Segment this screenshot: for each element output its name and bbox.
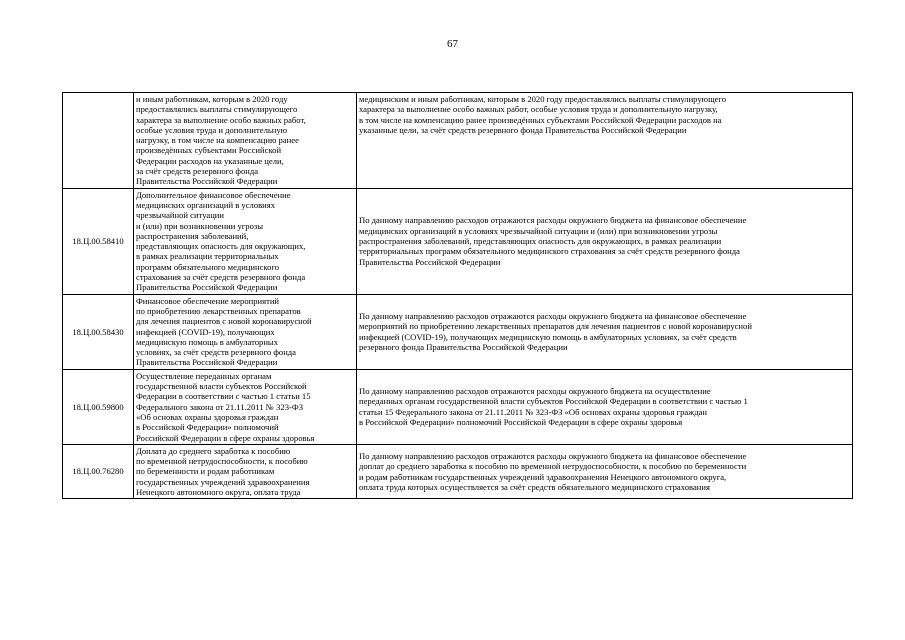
expense-name-line: Правительства Российской Федерации (136, 282, 278, 293)
expense-name-line: инфекцией (COVID-19), получающих (136, 326, 275, 337)
expense-description-line: По данному направлению расходов отражаются расходы окружного бюджета на осуществление (359, 386, 711, 397)
expense-description-line: в Российской Федерации» полномочий Российской Федерации в сфере охраны здоровья (359, 417, 683, 428)
expense-description-line: статьи 15 Федерального закона от 21.11.2011 № 323-ФЗ «Об основах охраны здоровья граждан (359, 406, 707, 417)
expense-description-cell (357, 93, 853, 189)
expense-name-line: программ обязательного медицинского (136, 261, 280, 272)
expense-name-line: произведённых субъектами Российской (136, 145, 282, 156)
table-row (63, 188, 853, 294)
expense-description-line: инфекцией (COVID-19), получающих медицинскую помощь в амбулаторных условиях, за счёт средств (359, 331, 737, 342)
expense-description-cell (357, 369, 853, 444)
expense-description-line: По данному направлению расходов отражаются расходы окружного бюджета на финансовое обеспечение (359, 450, 747, 461)
expense-name-line: страхования за счёт средств резервного фонда (136, 272, 306, 283)
page-number: 67 (447, 38, 458, 50)
expense-name-line: Дополнительное финансовое обеспечение (136, 189, 291, 200)
expense-description-cell (357, 188, 853, 294)
expense-name-line: предоставлялись выплаты стимулирующего (136, 104, 298, 115)
expense-description-line: распространения заболеваний, представляющих опасность для окружающих, в рамках реализации (359, 236, 722, 246)
expense-description-line: оплата труда которых осуществляется за счёт средств обязательного медицинского страхования (359, 481, 710, 492)
expense-name-line: Ненецкого автономного округа, оплата труда (136, 486, 301, 497)
expense-description-line: По данному направлению расходов отражаются расходы окружного бюджета на финансовое обеспечение (359, 215, 747, 226)
expense-name-line: Федерации в соответствии с частью 1 статьи 15 (136, 391, 311, 402)
table-row (63, 93, 853, 189)
expense-code-cell: 18.Ц.00.59800 (63, 369, 134, 444)
expense-name-line: Правительства Российской Федерации (136, 357, 278, 368)
expense-name-line: нагрузку, в том числе на компенсацию ранее (136, 135, 299, 146)
expense-description-cell (357, 444, 853, 498)
expense-name-line: особые условия труда и дополнительную (136, 124, 288, 135)
expense-name-line: по приобретению лекарственных препаратов (136, 305, 301, 316)
table-row (63, 444, 853, 498)
expense-name-line: по беременности и родам работникам (136, 466, 275, 477)
expense-description-line: резервного фонда Правительства Российской Федерации (359, 341, 568, 352)
expense-name-cell (134, 188, 357, 294)
expense-name-cell (134, 294, 357, 369)
expense-name-line: Федерации расходов на указанные цели, (136, 155, 284, 166)
expense-name-line: «Об основах охраны здоровья граждан (136, 411, 279, 422)
table-row (63, 294, 853, 369)
expense-name-line: государственных учреждений здравоохранения (136, 476, 310, 487)
expense-name-line: чрезвычайной ситуации (136, 210, 224, 221)
expense-name-line: Доплата до среднего заработка к пособию (136, 445, 291, 456)
expense-description-line: мероприятий по приобретению лекарственных препаратов для лечения пациентов с новой коронавирусной (359, 321, 752, 332)
expense-name-line: для лечения пациентов с новой коронавирусной (136, 316, 312, 327)
expense-name-line: Финансовое обеспечение мероприятий (136, 295, 280, 306)
expense-name-line: в Российской Федерации» полномочий (136, 422, 279, 433)
table-row (63, 369, 853, 444)
expense-description-line: медицинским и иным работникам, которым в 2020 году предоставлялись выплаты стимулирующего (359, 94, 727, 104)
expense-name-cell (134, 93, 357, 189)
expense-name-line: и иным работникам, которым в 2020 году (136, 94, 288, 104)
expense-description-line: и родам работникам государственных учреждений здравоохранения Ненецкого автономного округа, (359, 471, 727, 482)
budget-classification-table (62, 92, 853, 499)
expense-code-cell: 18.Ц.00.58430 (63, 294, 134, 369)
expense-description-line: Правительства Российской Федерации (359, 256, 501, 267)
expense-name-line: за счёт средств резервного фонда (136, 166, 259, 177)
expense-name-line: государственной власти субъектов Российской (136, 381, 307, 392)
expense-name-cell (134, 444, 357, 498)
expense-name-line: Федерального закона от 21.11.2011 № 323-ФЗ (136, 401, 303, 412)
expense-description-cell (357, 294, 853, 369)
expense-description-line: медицинских организаций в условиях чрезвычайной ситуации и (или) при возникновении угрозы (359, 225, 718, 236)
expense-name-line: Осуществление переданных органам (136, 370, 272, 381)
expense-name-line: Правительства Российской Федерации (136, 176, 278, 187)
expense-description-line: переданных органам государственной власти субъектов Российской Федерации в соответствии с частью 1 (359, 396, 748, 407)
expense-name-line: распространения заболеваний, (136, 230, 249, 241)
expense-name-line: медицинских организаций в условиях (136, 199, 276, 210)
expense-code-cell: 18.Ц.00.76280 (63, 444, 134, 498)
expense-name-line: и (или) при возникновении угрозы (136, 220, 264, 231)
expense-description-line: характера за выполнение особо важных работ, особые условия труда и дополнительную нагрузку, (359, 104, 718, 115)
expense-code-cell (63, 93, 134, 189)
expense-name-line: характера за выполнение особо важных работ, (136, 114, 306, 125)
table-body (63, 93, 853, 499)
expense-name-line: условиях, за счёт средств резервного фонда (136, 347, 296, 358)
expense-name-line: медицинскую помощь в амбулаторных (136, 336, 279, 347)
expense-name-cell (134, 369, 357, 444)
expense-description-line: доплат до среднего заработка к пособию по временной нетрудоспособности, к пособию по беременности (359, 461, 747, 472)
expense-name-line: по временной нетрудоспособности, к пособию (136, 456, 308, 467)
expense-code-cell: 18.Ц.00.58410 (63, 188, 134, 294)
expense-description-line: в том числе на компенсацию ранее произведённых субъектами Российской Федерации расходов на (359, 114, 722, 125)
expense-description-line: территориальных программ обязательного медицинского страхования за счёт средств резервного фонда (359, 246, 740, 257)
expense-name-line: в рамках реализации территориальных (136, 251, 279, 262)
expense-name-line: Российской Федерации в сфере охраны здоровья (136, 432, 315, 443)
expense-description-line: указанные цели, за счёт средств резервного фонда Правительства Российской Федерации (359, 124, 687, 135)
expense-description-line: По данному направлению расходов отражаются расходы окружного бюджета на финансовое обеспечение (359, 311, 747, 322)
expense-name-line: представляющих опасность для окружающих, (136, 241, 306, 252)
